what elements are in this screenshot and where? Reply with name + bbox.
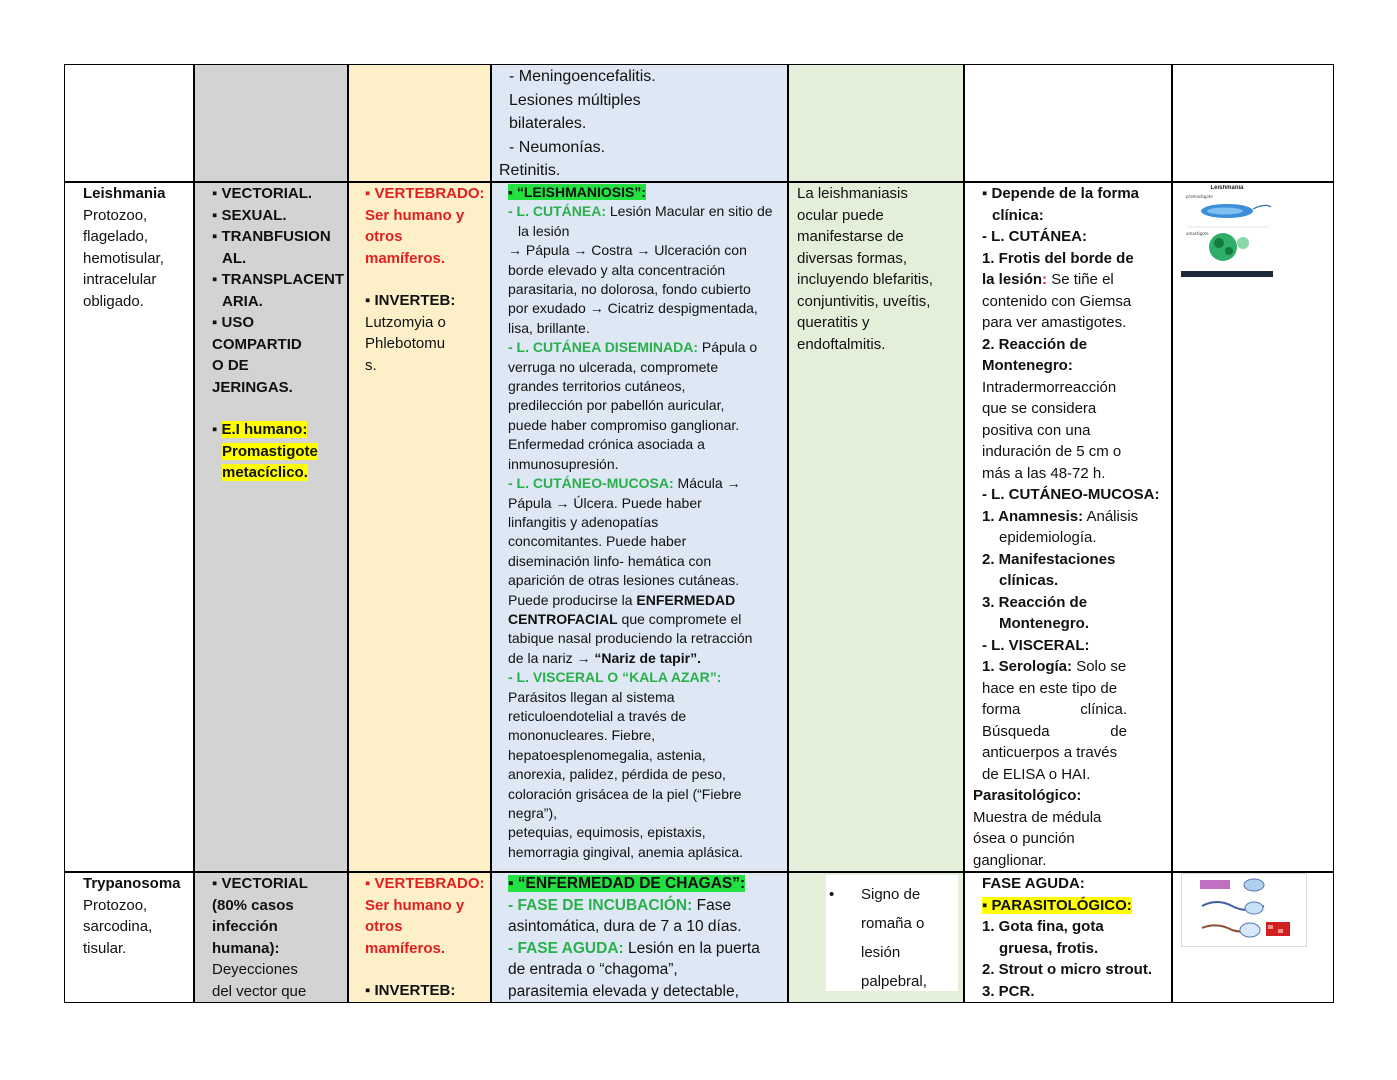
diseminada-line: puede haber compromiso ganglionar. bbox=[508, 416, 740, 433]
ocular-line: diversas formas, bbox=[797, 249, 908, 267]
visceral-line: hepatoesplenomegalia, astenia, bbox=[508, 746, 706, 763]
vertebrate-text: Ser humano y bbox=[365, 896, 465, 914]
diagnosis-line: 3. PCR. bbox=[982, 982, 1035, 1000]
ocular-line: conjuntivitis, uveítis, bbox=[797, 292, 931, 310]
diagnosis-line: - L. CUTÁNEO-MUCOSA: bbox=[982, 486, 1160, 503]
transmission-item: ▪ VECTORIAL bbox=[212, 875, 308, 892]
description-line: obligado. bbox=[83, 292, 144, 310]
leishmania-name-cell bbox=[83, 183, 191, 312]
diseminada-line: Enfermedad crónica asociada a bbox=[508, 436, 705, 453]
description-line: Protozoo, bbox=[83, 206, 148, 224]
transmission-item: O DE bbox=[212, 357, 249, 374]
ocular-line: palpebral, bbox=[861, 973, 927, 990]
ei-label: E.I humano: bbox=[221, 421, 308, 438]
description-line: Protozoo, bbox=[83, 896, 148, 914]
trypanosoma-image bbox=[1181, 873, 1307, 947]
diagnosis-line: 3. Reacción de bbox=[982, 593, 1088, 611]
diagnosis-line: para ver amastigotes. bbox=[982, 314, 1127, 331]
visceral-label: - L. VISCERAL O “KALA AZAR”: bbox=[508, 669, 722, 686]
mucosa-line: aparición de otras lesiones cutáneas. bbox=[508, 572, 740, 589]
ei-bullet: ▪ bbox=[212, 421, 218, 438]
transmission-item: (80% casos bbox=[212, 896, 294, 914]
ei-text: Promastigote bbox=[222, 442, 318, 460]
diagnosis-line: Muestra de médula bbox=[973, 808, 1102, 826]
bullet-icon: • bbox=[829, 886, 835, 903]
visceral-line: negra”), bbox=[508, 805, 558, 821]
clinical-title: ▪ “ENFERMEDAD DE CHAGAS”: bbox=[508, 875, 746, 892]
transmission-item: ▪ USO bbox=[212, 314, 254, 331]
diagnosis-line: FASE AGUDA: bbox=[982, 875, 1085, 892]
clinical-line: Lesiones múltiples bbox=[509, 91, 641, 109]
diagnosis-line: 2. Manifestaciones bbox=[982, 550, 1116, 568]
cutanea-line: borde elevado y alta concentración bbox=[508, 261, 726, 278]
incubation-line: asintomática, dura de 7 a 10 días. bbox=[508, 918, 742, 935]
diagnosis-line: la lesión: Se tiñe el bbox=[982, 271, 1114, 288]
diagnosis-line: - L. CUTÁNEA: bbox=[982, 228, 1087, 245]
ocular-line: lesión bbox=[861, 944, 901, 961]
clinical-title: ▪ “LEISHMANIOSIS”: bbox=[508, 184, 646, 200]
invertebrate-text: Phlebotomu bbox=[365, 335, 446, 352]
svg-text:promastigote: promastigote bbox=[1186, 194, 1213, 199]
trypanosoma-transmission-cell bbox=[212, 873, 346, 1002]
diagnosis-line: Intradermorreacción bbox=[982, 378, 1117, 396]
diseminada-line: grandes territorios cutáneos, bbox=[508, 378, 686, 395]
ocular-line: incluyendo blefaritis, bbox=[797, 271, 933, 288]
visceral-line: petequias, equimosis, epistaxis, bbox=[508, 824, 706, 841]
vertebrate-text: otros bbox=[365, 918, 403, 935]
parasite-name: Trypanosoma bbox=[83, 875, 181, 892]
visceral-line: Parásitos llegan al sistema bbox=[508, 688, 675, 705]
diagnosis-line: contenido con Giemsa bbox=[982, 292, 1132, 310]
diagnosis-line: ▪ PARASITOLÓGICO: bbox=[982, 896, 1132, 914]
parasite-table bbox=[64, 64, 1334, 1003]
description-line: intracelular bbox=[83, 271, 157, 288]
transmission-item: ▪ TRANBFUSION bbox=[212, 228, 331, 245]
vertebrate-text: mamíferos. bbox=[365, 249, 446, 267]
diseminada-line: verruga no ulcerada, compromete bbox=[508, 358, 719, 375]
description-line: hemotisular, bbox=[83, 249, 164, 267]
mucosa-line: tabique nasal produciendo la retracción bbox=[508, 630, 753, 647]
ei-text: metacíclico. bbox=[222, 464, 308, 481]
mucosa-line: linfangitis y adenopatías bbox=[508, 513, 659, 530]
diseminada-line: - L. CUTÁNEA DISEMINADA: Pápula o bbox=[508, 339, 758, 356]
diagnosis-line: 1. Serología: Solo se bbox=[982, 658, 1127, 675]
trypanosoma-hosts-cell bbox=[365, 873, 489, 1002]
visceral-line: hemorragia gingival, anemia aplásica. bbox=[508, 843, 744, 860]
acute-line: - FASE AGUDA: Lesión en la puerta bbox=[508, 939, 760, 957]
vertebrate-text: otros bbox=[365, 228, 403, 245]
ocular-line: manifestarse de bbox=[797, 228, 904, 245]
svg-text:amastigote: amastigote bbox=[1186, 231, 1209, 236]
diagnosis-line: de ELISA o HAI. bbox=[982, 765, 1091, 783]
diagnosis-line: Búsqueda de bbox=[982, 722, 1127, 740]
diagnosis-line: 1. Frotis del borde de bbox=[982, 249, 1134, 267]
ei-line bbox=[212, 441, 346, 463]
diagnosis-line: forma clínica. bbox=[982, 701, 1127, 718]
transmission-item: infección bbox=[212, 918, 278, 935]
transmission-item: ▪ VECTORIAL. bbox=[212, 185, 313, 202]
diagnosis-line: clínicas. bbox=[999, 572, 1059, 589]
ocular-line: queratitis y bbox=[797, 314, 870, 331]
transmission-item: ▪ TRANSPLACENT bbox=[212, 271, 344, 288]
diagnosis-line: anticuerpos a través bbox=[982, 744, 1118, 761]
diagnosis-line: - L. VISCERAL: bbox=[982, 636, 1090, 654]
acute-line: parasitemia elevada y detectable, bbox=[508, 982, 739, 1000]
transmission-item: Deyecciones bbox=[212, 961, 298, 978]
cutanea-line: → Pápula → Costra → Ulceración con bbox=[508, 242, 747, 259]
trypanosoma-diagram-icon bbox=[1182, 874, 1306, 946]
ocular-line: La leishmaniasis bbox=[797, 185, 908, 202]
diagnosis-line: positiva con una bbox=[982, 421, 1091, 439]
diagnosis-line: hace en este tipo de bbox=[982, 679, 1118, 697]
diagnosis-line: epidemiología. bbox=[999, 529, 1097, 546]
ocular-line: endoftalmitis. bbox=[797, 335, 886, 353]
transmission-item: JERINGAS. bbox=[212, 378, 293, 396]
diseminada-line: inmunosupresión. bbox=[508, 455, 619, 472]
vertebrate-label: ▪ VERTEBRADO: bbox=[365, 875, 485, 892]
clinical-line: bilaterales. bbox=[509, 115, 587, 132]
vertebrate-label: ▪ VERTEBRADO: bbox=[365, 185, 485, 202]
visceral-line: coloración grisácea de la piel (“Fiebre bbox=[508, 785, 742, 802]
transmission-item: COMPARTID bbox=[212, 335, 302, 353]
invertebrate-label: ▪ INVERTEB: bbox=[365, 292, 456, 309]
clinical-line: - Meningoencefalitis. bbox=[509, 68, 656, 85]
diagnosis-line: 2. Strout o micro strout. bbox=[982, 961, 1153, 978]
description-line: tisular. bbox=[83, 939, 127, 957]
ocular-line: Signo de bbox=[861, 886, 921, 903]
diagnosis-line: 1. Gota fina, gota bbox=[982, 918, 1104, 935]
transmission-item: ARIA. bbox=[222, 292, 263, 310]
cutanea-line: - L. CUTÁNEA: Lesión Macular en sitio de bbox=[508, 203, 773, 220]
mucosa-line: diseminación linfo- hemática con bbox=[508, 552, 712, 569]
parasite-name: Leishmania bbox=[83, 185, 166, 202]
vertebrate-text: Ser humano y bbox=[365, 206, 465, 224]
diagnosis-line: ganglionar. bbox=[973, 851, 1047, 869]
invertebrate-text: s. bbox=[365, 356, 377, 374]
leishmania-clinical-cell bbox=[508, 183, 786, 862]
ocular-line: ocular puede bbox=[797, 206, 884, 224]
diagnosis-line: más a las 48-72 h. bbox=[982, 464, 1106, 482]
diagnosis-line: Montenegro: bbox=[982, 357, 1073, 374]
cutanea-line: la lesión bbox=[518, 222, 570, 239]
acute-line: de entrada o “chagoma”, bbox=[508, 961, 678, 978]
invertebrate-text: Lutzomyia o bbox=[365, 313, 446, 331]
ocular-line: romaña o bbox=[861, 915, 925, 932]
diseminada-line: predilección por pabellón auricular, bbox=[508, 397, 725, 414]
leishmania-diagram-icon bbox=[1181, 185, 1273, 277]
diagnosis-line: ósea o punción bbox=[973, 830, 1075, 847]
mucosa-line: de la nariz → “Nariz de tapir”. bbox=[508, 649, 701, 666]
visceral-line: anorexia, palidez, pérdida de peso, bbox=[508, 766, 726, 783]
mucosa-line: concomitantes. Puede haber bbox=[508, 533, 687, 550]
trypanosoma-name-cell bbox=[83, 873, 191, 959]
cutanea-line: lisa, brillante. bbox=[508, 319, 590, 336]
trypanosoma-diagnosis-cell bbox=[982, 873, 1170, 1002]
mucosa-line: Pápula → Úlcera. Puede haber bbox=[508, 494, 702, 511]
description-line: flagelado, bbox=[83, 228, 149, 245]
cutanea-line: parasitaria, no dolorosa, fondo cubierto bbox=[508, 281, 751, 298]
diagnosis-line: induración de 5 cm o bbox=[982, 443, 1122, 460]
description-line: sarcodina, bbox=[83, 918, 153, 935]
leishmania-transmission-cell bbox=[212, 183, 346, 484]
visceral-line: mononucleares. Fiebre, bbox=[508, 727, 656, 744]
mucosa-line: CENTROFACIAL que compromete el bbox=[508, 610, 742, 627]
diagnosis-line: Montenegro. bbox=[999, 615, 1089, 632]
mucosa-line: Puede producirse la ENFERMEDAD bbox=[508, 591, 736, 608]
diagnosis-line: que se considera bbox=[982, 400, 1097, 417]
row-top-clinical bbox=[500, 65, 785, 183]
diagnosis-line: Parasitológico: bbox=[973, 787, 1082, 804]
cutanea-line: por exudado → Cicatriz despigmentada, bbox=[508, 300, 758, 317]
transmission-item: AL. bbox=[222, 249, 247, 267]
transmission-item: ▪ SEXUAL. bbox=[212, 206, 287, 224]
diagnosis-line: ▪ Depende de la forma bbox=[982, 185, 1140, 202]
leishmania-image bbox=[1181, 185, 1273, 277]
incubation-line: - FASE DE INCUBACIÓN: Fase bbox=[508, 896, 732, 914]
transmission-item: del vector que bbox=[212, 982, 307, 1000]
transmission-item: humana): bbox=[212, 939, 280, 957]
trypanosoma-ocular-card bbox=[826, 875, 958, 991]
ei-line bbox=[212, 419, 346, 441]
trypanosoma-clinical-cell bbox=[508, 873, 786, 1002]
visceral-line: reticuloendotelial a través de bbox=[508, 707, 687, 724]
diagnosis-line: 1. Anamnesis: Análisis bbox=[982, 507, 1139, 525]
diagnosis-line: 2. Reacción de bbox=[982, 335, 1088, 353]
image-title: Leishmania bbox=[1210, 185, 1244, 191]
diagnosis-line: gruesa, frotis. bbox=[999, 939, 1099, 957]
clinical-line: Retinitis. bbox=[499, 162, 561, 179]
mucosa-line: - L. CUTÁNEO-MUCOSA: Mácula → bbox=[508, 475, 741, 492]
leishmania-hosts-cell bbox=[365, 183, 489, 376]
clinical-line: - Neumonías. bbox=[509, 138, 606, 156]
invertebrate-label: ▪ INVERTEB: bbox=[365, 982, 456, 999]
vertebrate-text: mamíferos. bbox=[365, 939, 446, 957]
leishmania-ocular-cell bbox=[797, 183, 961, 355]
ei-line bbox=[212, 462, 346, 484]
diagnosis-line: clínica: bbox=[992, 206, 1044, 224]
ocular-text bbox=[861, 880, 956, 996]
leishmania-diagnosis-cell bbox=[973, 183, 1169, 871]
